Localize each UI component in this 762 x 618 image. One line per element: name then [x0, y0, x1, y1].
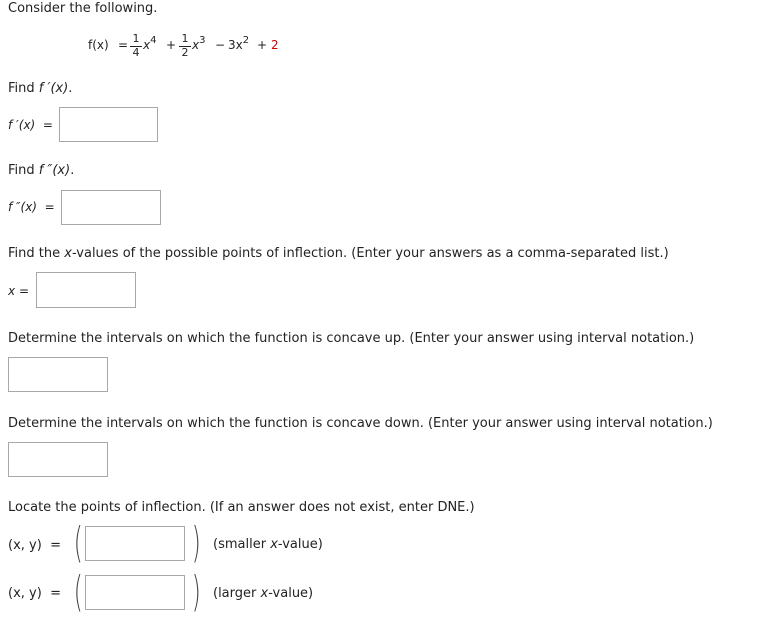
fraction-one-half: 1 2	[179, 33, 191, 59]
fdoubleprime-answer-input[interactable]	[61, 190, 161, 225]
fdoubleprime-label: f ″(x) =	[8, 200, 55, 214]
term3: $3x^2$	[228, 35, 250, 52]
inflection-point-larger-input[interactable]	[85, 575, 185, 610]
close-paren-larger: )	[191, 567, 201, 616]
term1-var: $x^4$	[143, 35, 157, 52]
note-larger-x-value: (larger x-value)	[213, 586, 314, 601]
question-concave-up: Determine the intervals on which the function is concave up. (Enter your answer using interval notation.)	[8, 331, 695, 346]
fprime-label: f ′(x) =	[8, 118, 53, 132]
plus-sign-1: +	[166, 38, 177, 52]
close-paren-smaller: )	[191, 518, 201, 567]
point-label-smaller: (x, y) =	[8, 538, 61, 553]
x-values-answer-input[interactable]	[36, 272, 136, 308]
function-lhs: f(x)	[88, 38, 109, 52]
function-equals: =	[118, 38, 129, 52]
fprime-answer-input[interactable]	[59, 107, 158, 142]
x-values-label: x =	[8, 284, 29, 298]
plus-sign-2: +	[257, 38, 268, 52]
constant-term: 2	[271, 38, 279, 52]
term2-var: $x^3$	[192, 35, 206, 52]
question-second-derivative: Find f ″(x).	[8, 163, 75, 178]
note-smaller-x-value: (smaller x-value)	[213, 537, 323, 552]
question-first-derivative: Find f ′(x).	[8, 81, 73, 96]
question-concave-down: Determine the intervals on which the function is concave down. (Enter your answer using interval notation.)	[8, 416, 713, 431]
fprime-symbol: f ′(x)	[38, 81, 69, 96]
fraction-one-quarter: 1 4	[130, 33, 142, 59]
open-paren-smaller: (	[73, 518, 83, 567]
open-paren-larger: (	[73, 567, 83, 616]
inflection-point-smaller-input[interactable]	[85, 526, 185, 561]
minus-sign: −	[215, 38, 226, 52]
concave-up-answer-input[interactable]	[8, 357, 108, 392]
concave-down-answer-input[interactable]	[8, 442, 108, 477]
intro-text: Consider the following.	[8, 1, 158, 16]
fdoubleprime-symbol: f ″(x)	[38, 163, 71, 178]
point-label-larger: (x, y) =	[8, 586, 61, 601]
question-inflection-x-values: Find the x-values of the possible points of inflection. (Enter your answers as a comma-separated list.)	[8, 246, 669, 261]
question-inflection-points: Locate the points of inflection. (If an answer does not exist, enter DNE.)	[8, 500, 475, 515]
